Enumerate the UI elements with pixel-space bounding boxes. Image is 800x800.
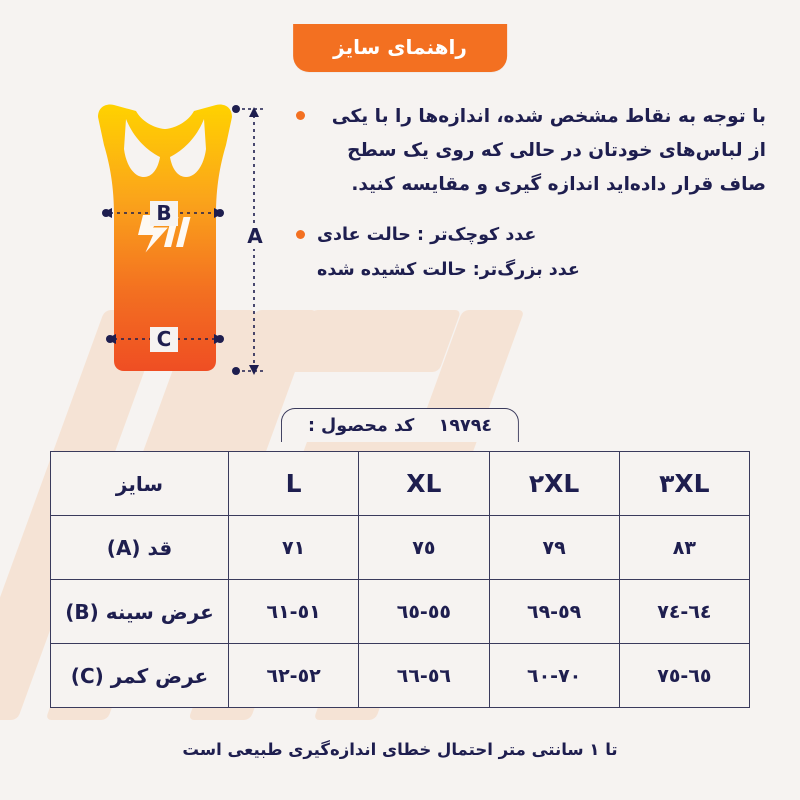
instruction-text: با توجه به نقاط مشخص شده، اندازه‌ها را با یکی از لباس‌های خودتان در حالی که روی یک سطح صاف قرار داده‌اید اندازه گیری و مقایسه کنید. bbox=[331, 106, 766, 196]
instructions-list bbox=[296, 100, 766, 303]
cell-waist-3xl: ٦٥-۷٥ bbox=[619, 644, 749, 708]
footnote-text: تا ۱ سانتی متر احتمال خطای اندازه‌گیری طبیعی است bbox=[182, 740, 618, 759]
cell-chest-3xl: ٦٤-۷٤ bbox=[619, 580, 749, 644]
size-table bbox=[50, 451, 750, 708]
page-title: راهنمای سایز bbox=[293, 24, 507, 72]
svg-text:A: A bbox=[247, 224, 263, 248]
table-col-l: L bbox=[229, 452, 359, 516]
list-item bbox=[296, 100, 766, 203]
row-label-chest: عرض سینه (B) bbox=[51, 580, 229, 644]
cell-height-3xl: ۸۳ bbox=[619, 516, 749, 580]
cell-chest-xl: ٥٥-٦٥ bbox=[359, 580, 489, 644]
shirt-diagram bbox=[40, 95, 290, 395]
bullet-dot-icon bbox=[296, 230, 305, 239]
list-item bbox=[296, 254, 766, 287]
table-col-xl: XL bbox=[359, 452, 489, 516]
cell-waist-l: ٥۲-٦۲ bbox=[229, 644, 359, 708]
cell-chest-l: ٥۱-٦۱ bbox=[229, 580, 359, 644]
smaller-number-text: عدد کوچک‌تر : حالت عادی bbox=[317, 224, 537, 245]
table-col-3xl: ۳XL bbox=[619, 452, 749, 516]
larger-number-text: عدد بزرگ‌تر: حالت کشیده شده bbox=[317, 259, 580, 280]
product-code-label: کد محصول : bbox=[307, 416, 415, 436]
bullet-dot-icon bbox=[296, 111, 305, 120]
row-label-height: قد (A) bbox=[51, 516, 229, 580]
cell-height-xl: ۷٥ bbox=[359, 516, 489, 580]
table-header-row bbox=[51, 452, 750, 516]
cell-waist-xl: ٥٦-٦٦ bbox=[359, 644, 489, 708]
product-code-tab bbox=[281, 408, 519, 442]
cell-height-l: ۷۱ bbox=[229, 516, 359, 580]
table-header-size-label: سایز bbox=[51, 452, 229, 516]
table-row bbox=[51, 580, 750, 644]
row-label-waist: عرض کمر (C) bbox=[51, 644, 229, 708]
cell-waist-2xl: ٦۰-۷۰ bbox=[489, 644, 619, 708]
cell-chest-2xl: ٥۹-٦۹ bbox=[489, 580, 619, 644]
table-row bbox=[51, 644, 750, 708]
list-item bbox=[296, 219, 766, 252]
table-col-2xl: ۲XL bbox=[489, 452, 619, 516]
svg-text:C: C bbox=[156, 327, 172, 351]
cell-height-2xl: ۷۹ bbox=[489, 516, 619, 580]
table-row bbox=[51, 516, 750, 580]
svg-text:B: B bbox=[156, 201, 172, 225]
product-code-value: ۱۹۷۹٤ bbox=[438, 416, 493, 436]
